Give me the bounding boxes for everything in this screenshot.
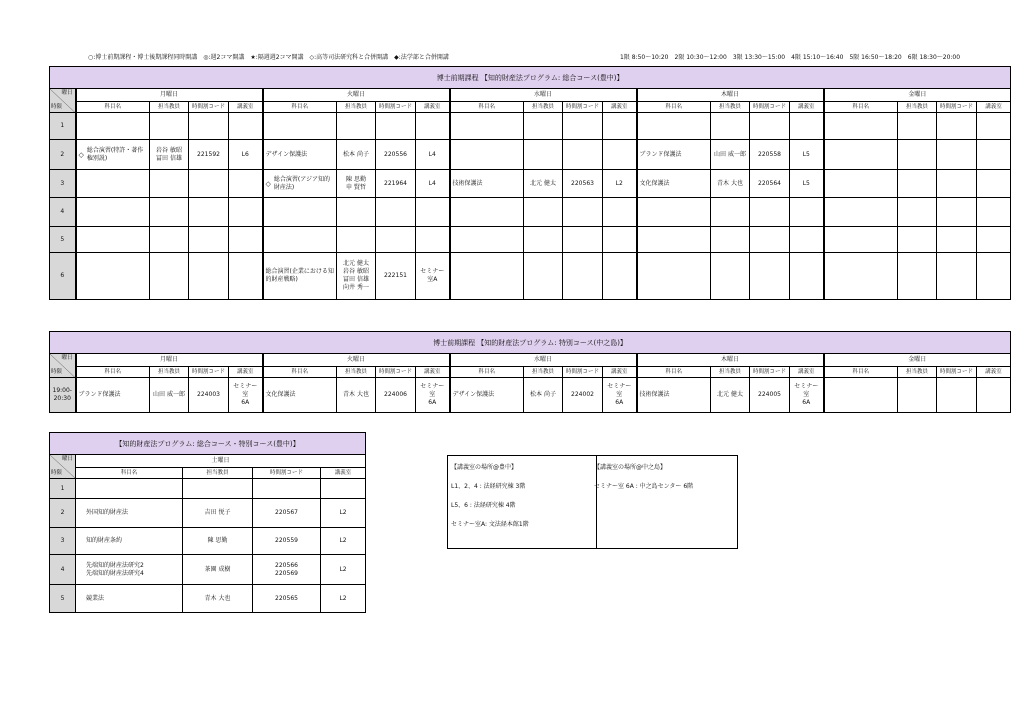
column-header-room: 講義室	[321, 468, 366, 479]
course-room: L6	[229, 140, 263, 170]
course-code	[937, 253, 977, 300]
period-label: 19:00- 20:30	[50, 378, 76, 413]
toyonaka-room-line: L1、2、4 : 法経研究棟 3階	[451, 483, 526, 490]
legend: ○:博士前期課程・博士後期課程同時開講 ◎:週2コマ開講 ★:隔週週2コマ開講 ◇:高等司法研究科と合併開講 ◆:法学部と合併開講	[88, 54, 449, 61]
course-code	[937, 140, 977, 170]
course-subject	[824, 170, 898, 198]
day-header: 金曜日	[824, 89, 1011, 102]
column-header-teacher: 担当教員	[524, 102, 563, 113]
column-header-room: 講義室	[977, 367, 1011, 378]
corner-jikan: 時限	[51, 104, 63, 110]
period-times	[620, 52, 966, 61]
course-teacher	[150, 253, 189, 300]
course-teacher	[898, 113, 937, 140]
course-room	[790, 253, 824, 300]
period-label: 2	[50, 499, 76, 528]
column-header-teacher: 担当教員	[898, 367, 937, 378]
period-row	[50, 499, 366, 528]
course-code	[750, 113, 790, 140]
course-subject-name: 技術保護法	[452, 179, 483, 187]
corner-header	[50, 455, 76, 479]
course-teacher	[711, 113, 750, 140]
course-teacher	[524, 198, 563, 227]
course-teacher	[150, 113, 189, 140]
course-code	[189, 198, 229, 227]
period-row	[50, 198, 1011, 227]
course-code	[750, 227, 790, 253]
course-code: 224003	[189, 378, 229, 413]
course-subject	[637, 170, 711, 198]
course-subject: 競業法	[76, 585, 183, 613]
course-code	[937, 378, 977, 413]
course-room: L2	[321, 555, 366, 585]
column-header-teacher: 担当教員	[337, 367, 376, 378]
course-code: 222151	[376, 253, 416, 300]
course-teacher	[898, 170, 937, 198]
course-subject-wrap	[640, 180, 709, 188]
course-teacher: 松本 尚子	[524, 378, 563, 413]
course-teacher	[524, 227, 563, 253]
course-teacher: 青木 大也	[337, 378, 376, 413]
course-subject-name: ブランド保護法	[639, 150, 682, 158]
course-subject	[637, 378, 711, 413]
column-header-room: 講義室	[790, 102, 824, 113]
day-header: 月曜日	[76, 354, 263, 367]
course-room: L2	[603, 170, 637, 198]
day-header: 金曜日	[824, 354, 1011, 367]
course-room	[977, 227, 1011, 253]
column-header-teacher: 担当教員	[711, 367, 750, 378]
course-room	[321, 479, 366, 499]
course-room	[603, 227, 637, 253]
period-2: 2限 10:30〜12:00	[674, 54, 727, 61]
toyonaka-rooms-title: 【講義室の場所@豊中】	[451, 464, 518, 471]
course-code	[189, 113, 229, 140]
course-subject	[637, 253, 711, 300]
column-header-room: 講義室	[603, 367, 637, 378]
course-room	[603, 140, 637, 170]
course-subject	[76, 227, 150, 253]
period-label: 6	[50, 253, 76, 300]
column-header-teacher: 担当教員	[898, 102, 937, 113]
course-code	[253, 479, 321, 499]
course-room: L5	[790, 140, 824, 170]
course-room: セミナー室 6A	[229, 378, 263, 413]
course-subject-name: 技術保護法	[639, 391, 670, 398]
course-subject-wrap	[453, 180, 522, 188]
course-room: L4	[416, 140, 450, 170]
course-room: セミナー室 6A	[603, 378, 637, 413]
course-code	[189, 253, 229, 300]
day-header: 水曜日	[450, 354, 637, 367]
course-room	[229, 227, 263, 253]
course-room	[603, 253, 637, 300]
column-header-subject: 科目名	[263, 102, 337, 113]
column-header-teacher: 担当教員	[337, 102, 376, 113]
column-header-code: 時間割コード	[376, 102, 416, 113]
day-header: 火曜日	[263, 354, 450, 367]
course-subject	[76, 198, 150, 227]
course-subject	[637, 227, 711, 253]
column-header-subject: 科目名	[450, 367, 524, 378]
column-header-room: 講義室	[790, 367, 824, 378]
course-teacher	[898, 253, 937, 300]
day-header: 水曜日	[450, 89, 637, 102]
course-subject-wrap	[79, 391, 148, 399]
period-row	[50, 140, 1011, 170]
toyonaka-rooms	[448, 456, 597, 548]
column-header-subject: 科目名	[637, 102, 711, 113]
column-header-code: 時間割コード	[189, 367, 229, 378]
course-teacher: 松本 尚子	[337, 140, 376, 170]
period-row	[50, 479, 366, 499]
course-teacher: 吉田 悦子	[183, 499, 253, 528]
column-header-teacher: 担当教員	[150, 367, 189, 378]
joint-course-mark-icon: ◇	[265, 179, 271, 188]
course-subject	[450, 253, 524, 300]
course-subject	[450, 378, 524, 413]
course-room	[790, 227, 824, 253]
day-header: 月曜日	[76, 89, 263, 102]
column-header-code: 時間割コード	[750, 367, 790, 378]
period-row	[50, 555, 366, 585]
period-row	[50, 585, 366, 613]
course-code: 220563	[563, 170, 603, 198]
column-header-subject: 科目名	[263, 367, 337, 378]
column-header-teacher: 担当教員	[711, 102, 750, 113]
day-header: 土曜日	[76, 455, 366, 468]
column-header-code: 時間割コード	[189, 102, 229, 113]
period-row	[50, 253, 1011, 300]
course-subject	[824, 140, 898, 170]
course-subject-wrap	[453, 391, 522, 399]
course-room	[790, 198, 824, 227]
course-teacher: 北元 健太 岩谷 敏昭 冨田 信雄 向井 秀一	[337, 253, 376, 300]
course-subject-name: デザイン保護法	[452, 391, 495, 398]
period-row	[50, 528, 366, 555]
course-subject-name: 文化保護法	[265, 391, 296, 398]
course-teacher	[711, 227, 750, 253]
room-location-notes	[447, 455, 738, 549]
course-room	[416, 113, 450, 140]
joint-course-mark-icon: ◇	[78, 150, 84, 159]
column-header-room: 講義室	[229, 102, 263, 113]
period-label: 3	[50, 528, 76, 555]
course-code	[937, 170, 977, 198]
course-code: 221964	[376, 170, 416, 198]
course-room	[229, 170, 263, 198]
timetable-sogo-toyonaka	[49, 66, 1011, 300]
course-teacher	[898, 198, 937, 227]
course-code: 224006	[376, 378, 416, 413]
course-teacher: 山田 威一郎	[150, 378, 189, 413]
course-subject	[824, 113, 898, 140]
period-label: 4	[50, 555, 76, 585]
day-header: 木曜日	[637, 354, 824, 367]
column-header-code: 時間割コード	[563, 367, 603, 378]
course-teacher	[524, 253, 563, 300]
column-header-room: 講義室	[977, 102, 1011, 113]
course-room	[229, 253, 263, 300]
period-6: 6限 18:30〜20:00	[907, 54, 961, 61]
course-subject	[263, 378, 337, 413]
course-room: L5	[790, 170, 824, 198]
course-teacher: 茶園 成樹	[183, 555, 253, 585]
course-code: 224002	[563, 378, 603, 413]
course-room: L4	[416, 170, 450, 198]
course-code	[376, 227, 416, 253]
course-room: L2	[321, 528, 366, 555]
column-header-subject: 科目名	[824, 102, 898, 113]
course-code: 221592	[189, 140, 229, 170]
course-subject-name: ブランド保護法	[78, 391, 121, 398]
course-subject	[824, 253, 898, 300]
course-subject	[263, 227, 337, 253]
course-room: セミナー室A	[416, 253, 450, 300]
course-code	[563, 113, 603, 140]
column-header-code: 時間割コード	[253, 468, 321, 479]
course-code	[376, 198, 416, 227]
course-teacher	[898, 378, 937, 413]
day-header: 火曜日	[263, 89, 450, 102]
toyonaka-room-line: L5、6 : 法経研究棟 4階	[451, 502, 516, 509]
period-label: 1	[50, 113, 76, 140]
timetable-saturday	[49, 432, 366, 613]
course-code	[563, 198, 603, 227]
course-teacher	[337, 198, 376, 227]
course-subject	[76, 378, 150, 413]
course-code: 220566 220569	[253, 555, 321, 585]
course-subject-wrap	[266, 268, 335, 284]
course-code: 220565	[253, 585, 321, 613]
period-label: 4	[50, 198, 76, 227]
column-header-subject: 科目名	[637, 367, 711, 378]
course-teacher	[183, 479, 253, 499]
course-teacher	[337, 227, 376, 253]
course-teacher: 青木 大也	[183, 585, 253, 613]
column-header-room: 講義室	[416, 367, 450, 378]
course-teacher	[524, 140, 563, 170]
corner-header	[50, 354, 76, 378]
course-subject	[450, 113, 524, 140]
corner-youbi: 曜日	[61, 355, 73, 361]
course-subject	[76, 170, 150, 198]
course-subject-wrap	[640, 391, 709, 399]
course-subject	[263, 253, 337, 300]
period-label: 1	[50, 479, 76, 499]
period-row	[50, 378, 1011, 413]
period-row	[50, 113, 1011, 140]
course-teacher: 北元 健太	[524, 170, 563, 198]
course-room	[229, 113, 263, 140]
course-subject	[76, 253, 150, 300]
course-subject	[637, 140, 711, 170]
course-subject-wrap	[266, 176, 335, 192]
course-room: L2	[321, 585, 366, 613]
course-subject	[263, 198, 337, 227]
course-code: 220564	[750, 170, 790, 198]
column-header-code: 時間割コード	[937, 367, 977, 378]
period-label: 2	[50, 140, 76, 170]
column-header-subject: 科目名	[76, 468, 183, 479]
course-subject-name: デザイン保護法	[265, 150, 308, 158]
course-code: 220559	[253, 528, 321, 555]
course-subject-wrap	[79, 147, 148, 163]
course-teacher	[150, 170, 189, 198]
course-room: セミナー室 6A	[790, 378, 824, 413]
course-subject	[263, 140, 337, 170]
course-teacher	[898, 140, 937, 170]
course-code: 220567	[253, 499, 321, 528]
course-subject-name: 総合演習(特許・著作権別説)	[86, 146, 144, 162]
column-header-subject: 科目名	[824, 367, 898, 378]
table-title: 博士前期課程 【知的財産法プログラム: 総合コース(豊中)】	[50, 67, 1011, 89]
course-room	[977, 378, 1011, 413]
course-code	[563, 140, 603, 170]
corner-jikan: 時限	[51, 369, 63, 375]
course-code	[750, 253, 790, 300]
course-room	[790, 113, 824, 140]
course-subject-name: 文化保護法	[639, 179, 670, 187]
nakanoshima-room-line: セミナー室 6A : 中之島センター 6階	[594, 483, 694, 490]
course-teacher	[898, 227, 937, 253]
corner-jikan: 時限	[51, 470, 63, 476]
course-teacher: 岩谷 敏昭 冨田 信雄	[150, 140, 189, 170]
course-room	[603, 198, 637, 227]
period-5: 5限 16:50〜18:20	[849, 54, 902, 61]
course-code	[937, 113, 977, 140]
column-header-teacher: 担当教員	[150, 102, 189, 113]
course-room	[977, 253, 1011, 300]
column-header-room: 講義室	[416, 102, 450, 113]
column-header-teacher: 担当教員	[183, 468, 253, 479]
course-room	[416, 227, 450, 253]
course-subject: 先端知的財産法研究2 先端知的財産法研究4	[76, 555, 183, 585]
course-room: セミナー室 6A	[416, 378, 450, 413]
course-subject	[450, 198, 524, 227]
toyonaka-room-line: セミナー室A: 文法経本館1階	[451, 521, 529, 528]
course-subject	[450, 170, 524, 198]
course-room	[977, 113, 1011, 140]
course-room	[977, 140, 1011, 170]
day-header: 木曜日	[637, 89, 824, 102]
course-subject	[637, 198, 711, 227]
period-label: 5	[50, 227, 76, 253]
column-header-code: 時間割コード	[937, 102, 977, 113]
course-room: L2	[321, 499, 366, 528]
course-code	[189, 170, 229, 198]
course-subject-name: 総合演習(アジア知的財産法)	[273, 175, 330, 191]
course-subject	[450, 227, 524, 253]
column-header-code: 時間割コード	[750, 102, 790, 113]
course-teacher	[524, 113, 563, 140]
course-subject	[76, 140, 150, 170]
table-title: 博士前期課程 【知的財産法プログラム: 特別コース(中之島)】	[50, 332, 1011, 354]
period-label: 5	[50, 585, 76, 613]
column-header-subject: 科目名	[76, 367, 150, 378]
course-subject-wrap	[640, 151, 709, 159]
course-subject	[824, 378, 898, 413]
column-header-teacher: 担当教員	[524, 367, 563, 378]
period-3: 3限 13:30〜15:00	[732, 54, 786, 61]
course-teacher: 山田 威一郎	[711, 140, 750, 170]
course-subject: 外国知的財産法	[76, 499, 183, 528]
course-code: 220558	[750, 140, 790, 170]
course-room	[977, 170, 1011, 198]
course-teacher: 陳 思勤 申 賢哲	[337, 170, 376, 198]
period-4: 4限 15:10〜16:40	[791, 54, 844, 61]
table-title: 【知的財産法プログラム: 総合コース・特別コース(豊中)】	[50, 433, 366, 455]
course-code	[189, 227, 229, 253]
column-header-subject: 科目名	[450, 102, 524, 113]
column-header-room: 講義室	[229, 367, 263, 378]
period-row	[50, 227, 1011, 253]
course-subject	[450, 140, 524, 170]
course-teacher	[150, 227, 189, 253]
course-teacher	[711, 253, 750, 300]
course-teacher: 陳 思勤	[183, 528, 253, 555]
course-code: 224005	[750, 378, 790, 413]
course-code	[376, 113, 416, 140]
corner-youbi: 曜日	[61, 90, 73, 96]
course-subject	[824, 198, 898, 227]
course-teacher	[337, 113, 376, 140]
timetable-tokubetsu-nakanoshima	[49, 331, 1011, 413]
course-teacher: 北元 健太	[711, 378, 750, 413]
course-code	[937, 198, 977, 227]
nakanoshima-rooms-title: 【講義室の場所@中之島】	[594, 464, 667, 471]
course-teacher	[711, 198, 750, 227]
column-header-code: 時間割コード	[376, 367, 416, 378]
course-code: 220556	[376, 140, 416, 170]
course-room	[416, 198, 450, 227]
course-teacher: 青木 大也	[711, 170, 750, 198]
course-subject-wrap	[266, 151, 335, 159]
course-subject	[76, 113, 150, 140]
course-subject	[76, 479, 183, 499]
course-subject-name: 総合演習(企業における知的財産戦略)	[265, 268, 334, 283]
course-subject	[263, 113, 337, 140]
course-code	[750, 198, 790, 227]
course-room	[603, 113, 637, 140]
course-subject	[824, 227, 898, 253]
course-code	[563, 227, 603, 253]
period-1: 1限 8:50〜10:20	[620, 54, 669, 61]
column-header-room: 講義室	[603, 102, 637, 113]
corner-youbi: 曜日	[61, 456, 73, 462]
period-label: 3	[50, 170, 76, 198]
course-code	[563, 253, 603, 300]
column-header-subject: 科目名	[76, 102, 150, 113]
period-row	[50, 170, 1011, 198]
course-room	[977, 198, 1011, 227]
course-subject-wrap	[266, 391, 335, 399]
course-subject: 知的財産条約	[76, 528, 183, 555]
nakanoshima-rooms	[591, 456, 737, 548]
column-header-code: 時間割コード	[563, 102, 603, 113]
course-subject	[263, 170, 337, 198]
course-room	[229, 198, 263, 227]
course-subject	[637, 113, 711, 140]
course-code	[937, 227, 977, 253]
course-teacher	[150, 198, 189, 227]
corner-header	[50, 89, 76, 113]
